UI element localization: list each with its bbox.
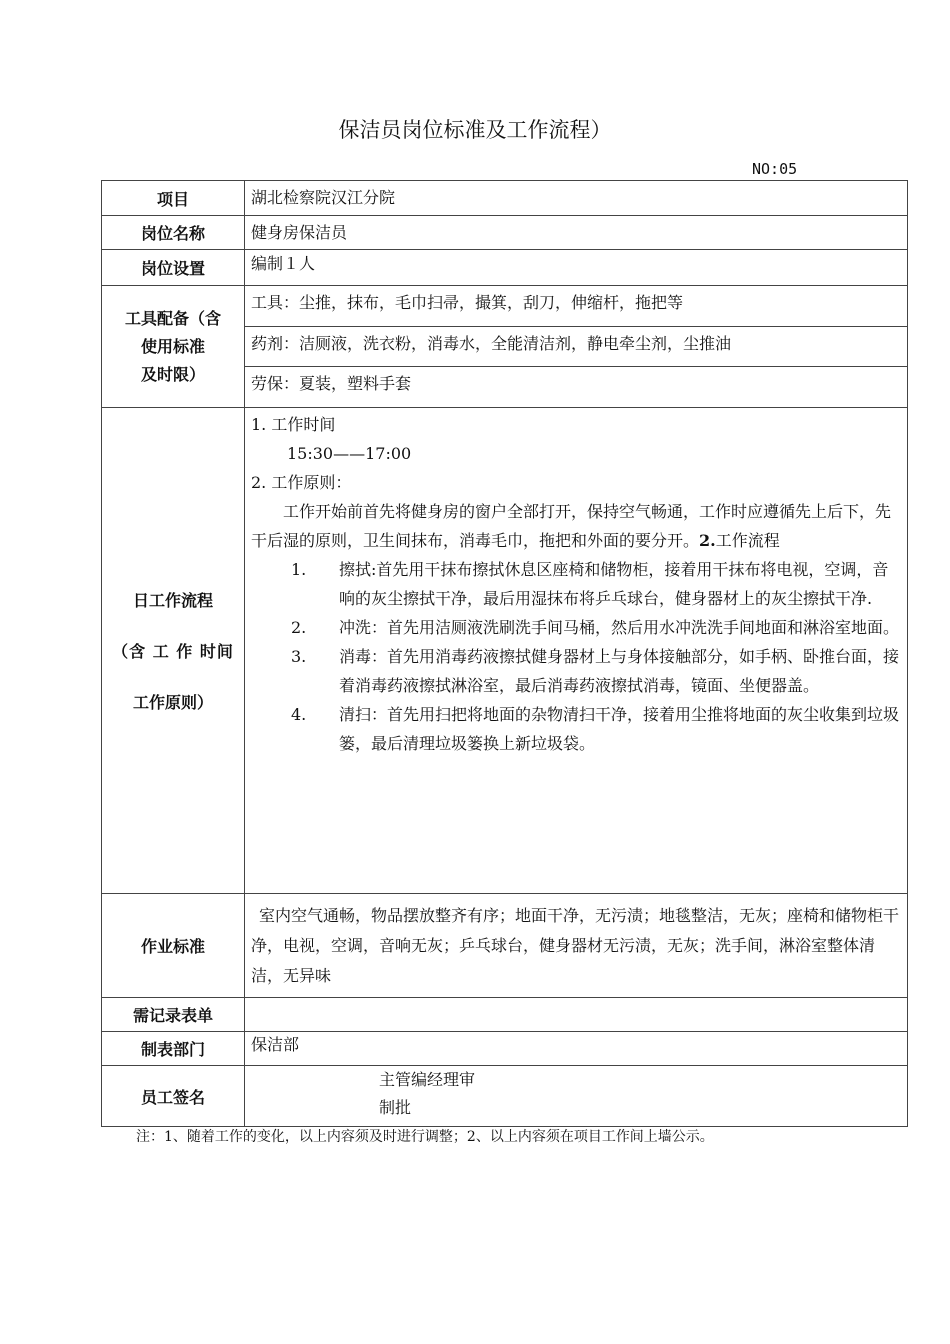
- document-number: NO:05: [752, 160, 798, 178]
- post-standard-table: [101, 180, 908, 1127]
- principle-text: [251, 497, 901, 555]
- flow-step: [251, 555, 901, 613]
- daily-flow-cell: [245, 408, 908, 894]
- flow-step-number: 1.: [291, 560, 307, 579]
- tools-line: 工具：尘推，抹布，毛巾扫帚，撮箕，刮刀，伸缩杆，拖把等: [245, 286, 907, 327]
- row-standard: [102, 894, 908, 998]
- post-setup-value: 编制１人: [245, 250, 908, 286]
- flow-step: [251, 700, 901, 758]
- footnote: 注：1、随着工作的变化，以上内容须及时进行调整；2、以上内容须在项目工作间上墙公示。: [136, 1129, 714, 1145]
- records-label: 需记录表单: [102, 998, 245, 1032]
- post-name-value: 健身房保洁员: [245, 216, 908, 250]
- signature-line: 制批: [379, 1098, 412, 1117]
- flow-step: [251, 613, 901, 642]
- work-time-value: 15:30——17:00: [287, 444, 412, 463]
- daily-flow-label-line: 工作原则）: [132, 693, 213, 712]
- row-records: [102, 998, 908, 1032]
- flow-step-text: 消毒：首先用消毒药液擦拭健身器材上与身体接触部分，如手柄、卧推台面，接着消毒药液擦拭淋浴室，最后消毒药液擦拭消毒，镜面、坐便器盖。: [339, 647, 900, 695]
- records-value: [245, 998, 908, 1032]
- flow-step-text: 擦拭:首先用干抹布擦拭休息区座椅和储物柜，接着用干抹布将电视，空调，音响的灰尘擦拭干净，最后用湿抹布将乒乓球台，健身器材上的灰尘擦拭干净.: [339, 560, 889, 608]
- row-post-name: [102, 216, 908, 250]
- daily-flow-label-line: （含 工 作 时间: [112, 642, 234, 661]
- document-title: 保洁员岗位标准及工作流程）: [338, 118, 612, 142]
- department-label: 制表部门: [102, 1032, 245, 1066]
- tools-label-line: 及时限）: [140, 364, 205, 384]
- department-value: 保洁部: [245, 1032, 908, 1066]
- flow-steps-list: [251, 555, 901, 758]
- chemicals-line: 药剂：洁厕液，洗衣粉，消毒水，全能清洁剂，静电牵尘剂，尘推油: [245, 327, 907, 367]
- flow-step-number: 4.: [291, 705, 307, 724]
- flow-step-number: 3.: [291, 647, 307, 666]
- standard-label: 作业标准: [102, 894, 245, 998]
- row-project: [102, 181, 908, 216]
- flow-step-text: 清扫：首先用扫把将地面的杂物清扫干净，接着用尘推将地面的灰尘收集到垃圾篓，最后清理垃圾篓换上新垃圾袋。: [339, 705, 900, 753]
- daily-flow-label-line: 日工作流程: [132, 591, 213, 610]
- post-setup-label: 岗位设置: [102, 250, 245, 286]
- principle-heading: 2. 工作原则：: [251, 473, 352, 492]
- flow-step: [251, 642, 901, 700]
- signature-cell: [245, 1066, 908, 1127]
- flow-heading: 工作流程: [715, 531, 780, 550]
- project-label: 项目: [102, 181, 245, 216]
- flow-step-text: 冲洗：首先用洁厕液洗刷洗手间马桶，然后用水冲洗洗手间地面和淋浴室地面。: [339, 618, 900, 637]
- post-name-label: 岗位名称: [102, 216, 245, 250]
- row-tools: [102, 286, 908, 408]
- flow-step-number: 2.: [291, 618, 307, 637]
- signature-label: 员工签名: [102, 1066, 245, 1127]
- row-daily-flow: [102, 408, 908, 894]
- standard-value: 室内空气通畅，物品摆放整齐有序；地面干净，无污渍；地毯整洁，无灰；座椅和储物柜干净，电视，空调，音响无灰；乒乓球台，健身器材无污渍，无灰；洗手间，淋浴室整体清洁，无异味: [245, 894, 908, 998]
- daily-flow-label: [102, 408, 245, 894]
- tools-label-line: 使用标准: [140, 336, 205, 356]
- tools-cell: [245, 286, 908, 408]
- work-time-heading: 1. 工作时间: [251, 415, 336, 434]
- row-post-setup: [102, 250, 908, 286]
- tools-label-line: 工具配备（含: [124, 308, 221, 328]
- principle-text-body: 工作开始前首先将健身房的窗户全部打开，保持空气畅通，工作时应遵循先上后下，先干后湿的原则，卫生间抹布，消毒毛巾，拖把和外面的要分开。: [251, 502, 892, 550]
- project-value: 湖北检察院汉江分院: [245, 181, 908, 216]
- signature-line: 主管编经理审: [379, 1070, 476, 1089]
- row-signature: [102, 1066, 908, 1127]
- tools-label: [102, 286, 245, 408]
- protection-line: 劳保：夏装，塑料手套: [251, 374, 412, 393]
- flow-heading-number: 2.: [699, 531, 716, 550]
- row-department: [102, 1032, 908, 1066]
